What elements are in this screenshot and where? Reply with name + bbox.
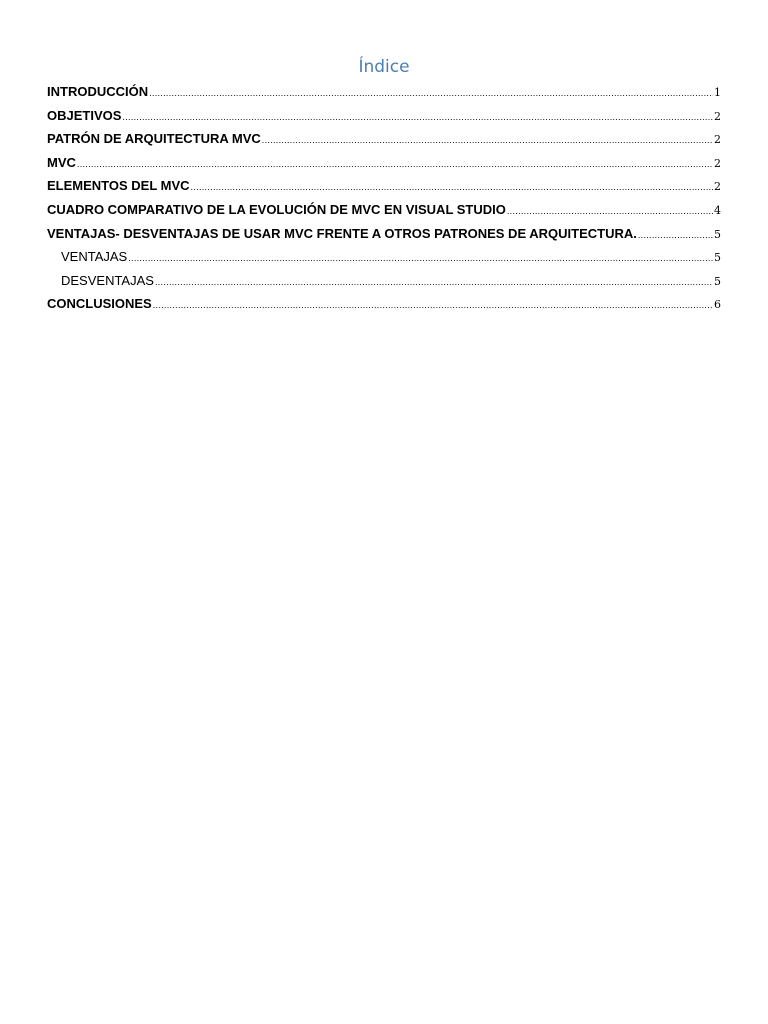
toc-page-number: 2: [714, 133, 721, 147]
toc-entry-desventajas[interactable]: [47, 269, 721, 293]
toc-entry-introduccion[interactable]: [47, 80, 721, 104]
toc-entry-label: MVC: [47, 154, 76, 170]
toc-entry-label: CUADRO COMPARATIVO DE LA EVOLUCIÓN DE MVC EN VISUAL STUDIO: [47, 201, 506, 217]
toc-leader-dots: [153, 294, 713, 316]
table-of-contents: [47, 80, 721, 316]
toc-entry-label: VENTAJAS: [61, 249, 128, 265]
toc-entry-elementos-mvc[interactable]: [47, 174, 721, 198]
toc-leader-dots: [77, 153, 713, 175]
toc-entry-patron-arquitectura-mvc[interactable]: [47, 127, 721, 151]
toc-page-number: 5: [714, 274, 721, 288]
toc-leader-dots: [155, 271, 713, 293]
toc-page-number: 1: [714, 86, 721, 99]
toc-entry-mvc[interactable]: [47, 151, 721, 175]
toc-leader-dots: [149, 82, 713, 104]
toc-leader-dots: [638, 224, 713, 246]
toc-page-number: 5: [714, 251, 721, 265]
toc-page-number: 2: [714, 180, 721, 194]
toc-entry-label: PATRÓN DE ARQUITECTURA MVC: [47, 131, 261, 147]
toc-entry-conclusiones[interactable]: [47, 292, 721, 316]
toc-entry-objetivos[interactable]: [47, 104, 721, 128]
toc-page-number: 2: [714, 156, 721, 170]
toc-page-number: 6: [714, 298, 721, 312]
toc-entry-ventajas[interactable]: [47, 245, 721, 269]
toc-leader-dots: [128, 247, 713, 269]
toc-entry-label: CONCLUSIONES: [47, 296, 152, 312]
toc-leader-dots: [122, 106, 713, 128]
toc-entry-label: OBJETIVOS: [47, 107, 122, 123]
toc-page-number: 2: [714, 109, 721, 123]
toc-entry-label: ELEMENTOS DEL MVC: [47, 178, 190, 194]
toc-page-number: 5: [714, 227, 721, 241]
toc-entry-cuadro-comparativo[interactable]: [47, 198, 721, 222]
toc-entry-label: VENTAJAS- DESVENTAJAS DE USAR MVC FRENTE A OTROS PATRONES DE ARQUITECTURA.: [47, 225, 637, 241]
toc-entry-ventajas-desventajas[interactable]: [47, 222, 721, 246]
toc-leader-dots: [262, 129, 713, 151]
toc-title: Índice: [358, 57, 410, 77]
toc-page-number: 4: [714, 203, 721, 217]
toc-leader-dots: [191, 176, 713, 198]
toc-entry-label: DESVENTAJAS: [61, 272, 154, 288]
toc-leader-dots: [507, 200, 713, 222]
toc-entry-label: INTRODUCCIÓN: [47, 84, 149, 99]
